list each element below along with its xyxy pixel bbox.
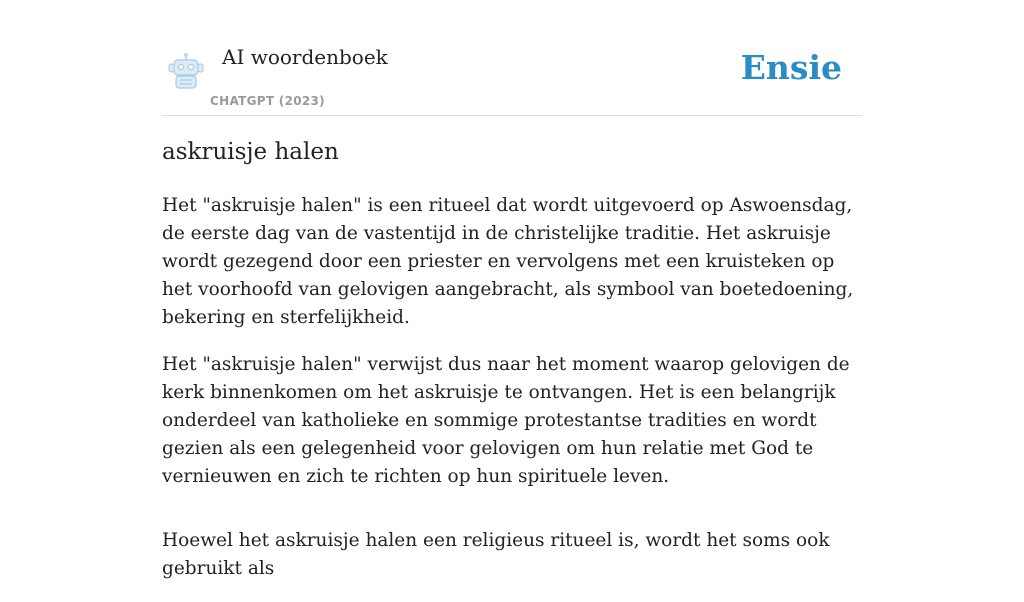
source-meta: CHATGPT (2023) <box>210 94 325 108</box>
entry-paragraph: Het "askruisje halen" is een ritueel dat wordt uitgevoerd op Aswoensdag, de eerste dag van de vastentijd in de christelijke traditie. Het askruisje wordt gezegend door een priester en vervolgens met een kruisteken op het voorhoofd van gelovigen aangebracht, als symbool van boetedoening, bekering en sterfelijkheid. <box>162 195 854 328</box>
ensie-logo[interactable]: Ensie <box>740 48 842 87</box>
source-title[interactable]: AI woordenboek <box>222 45 388 69</box>
robot-icon <box>166 52 206 90</box>
entry-paragraph: Hoewel het askruisje halen een religieus ritueel is, wordt het soms ook gebruikt als <box>162 530 830 579</box>
entry-paragraph: Het "askruisje halen" verwijst dus naar het moment waarop gelovigen de kerk binnenkomen om het askruisje te ontvangen. Het is een belangrijk onderdeel van katholieke en sommige protestantse tradities en wordt gezien als een gelegenheid voor gelovigen om hun relatie met God te vernieuwen en zich te richten op hun spirituele leven. <box>162 354 850 487</box>
source-header <box>162 40 862 116</box>
entry-term: askruisje halen <box>162 139 339 165</box>
entry-body <box>162 192 862 602</box>
